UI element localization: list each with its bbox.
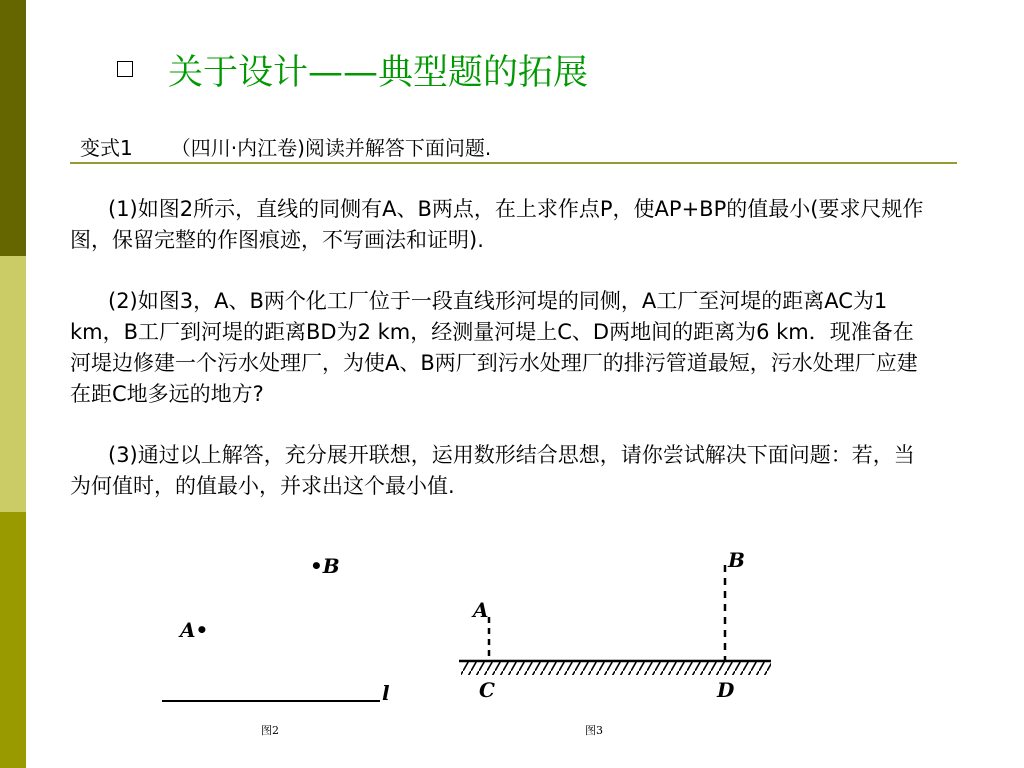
- subtitle-line: [80, 134, 491, 162]
- subtitle-label: 变式1: [80, 136, 133, 160]
- fig3-point-a-label: A: [473, 598, 489, 622]
- fig3-riverbank-hatching: [461, 661, 771, 675]
- fig2-line-l-label: l: [382, 681, 390, 705]
- fig2-point-b-label: •B: [310, 554, 340, 578]
- paragraph-3: (3)通过以上解答，充分展开联想，运用数形结合思想，请你尝试解决下面问题：若，当为何值时，的值最小，并求出这个最小值.: [70, 443, 915, 498]
- paragraph-1: (1)如图2所示，直线的同侧有A、B两点，在上求作点P，使AP+BP的值最小(要求尺规作图，保留完整的作图痕迹，不写画法和证明).: [70, 197, 924, 252]
- fig3-point-d-label: D: [717, 678, 735, 702]
- paragraph-2: (2)如图3，A、B两个化工厂位于一段直线形河堤的同侧，A工厂至河堤的距离AC为1 km，B工厂到河堤的距离BD为2 km，经测量河堤上C、D两地间的距离为6 km．现准备在河堤边修建一个污水处理厂，为使A、B两厂到污水处理厂的排污管道最短，污水处理厂应建在距C地多远的地方?: [70, 289, 918, 406]
- figure-2-caption: 图2: [261, 724, 279, 737]
- slide-title: 关于设计——典型题的拓展: [168, 53, 589, 93]
- figure-2: [150, 545, 410, 745]
- side-stripe-middle: [0, 256, 26, 512]
- figure-3: [455, 545, 785, 715]
- side-stripe-bottom: [0, 512, 26, 768]
- fig3-point-b-label: B: [728, 548, 745, 572]
- divider-rule: [70, 162, 957, 164]
- square-bullet-icon: [117, 61, 133, 77]
- figure-3-caption: 图3: [585, 724, 603, 737]
- fig2-point-a-label: A•: [180, 618, 209, 642]
- subtitle-source: （四川·内江卷)阅读并解答下面问题.: [170, 136, 492, 160]
- side-stripe-top: [0, 0, 26, 256]
- fig3-point-c-label: C: [479, 678, 495, 702]
